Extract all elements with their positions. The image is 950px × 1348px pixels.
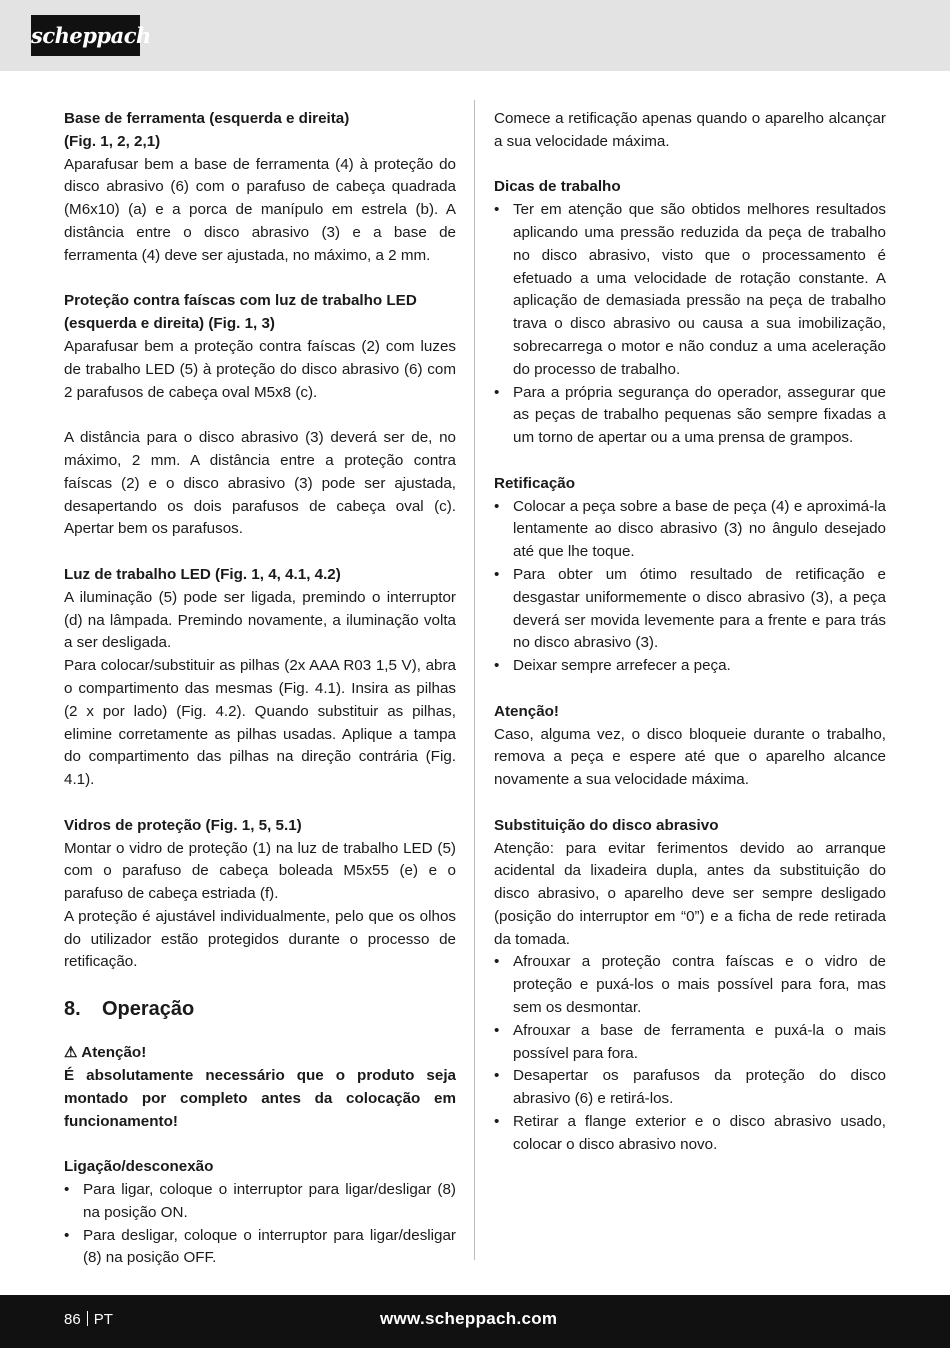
warning-triangle-icon: ⚠ [64, 1044, 78, 1062]
spark-guard-heading: Proteção contra faíscas com luz de trabalho LED [64, 292, 417, 310]
tool-base-heading-fig: (Fig. 1, 2, 2,1) [64, 132, 161, 150]
bullet-icon: • [494, 1113, 500, 1131]
list-item: • Afrouxar a base de ferramenta e puxá-la o mais possível para fora. [494, 1021, 886, 1062]
bullet-icon: • [64, 1226, 70, 1244]
language-code: PT [93, 1311, 113, 1328]
bullet-icon: • [64, 1181, 70, 1199]
page-header [0, 0, 950, 71]
intro-text: Comece a retificação apenas quando o aparelho alcançar a sua velocidade máxima. [494, 110, 886, 150]
disc-replacement-text: Atenção: para evitar ferimentos devido ao arranque acidental da lixadeira dupla, antes da substituição do disco abrasivo, o aparelho deve ser sempre desligado (posição do interruptor em “0”) e a ficha de rede retirada da tomada. [494, 839, 886, 948]
tool-base-text: Aparafusar bem a base de ferramenta (4) à proteção do disco abrasivo (6) com o parafuso de cabeça quadrada (M6x10) (a) e a porca de manípulo em estrela (b). A distância entre o disco abrasivo (3) e a base de ferramenta (4) deve ser ajustada, no máximo, a 2 mm. [64, 155, 456, 264]
led-light-heading: Luz de trabalho LED (Fig. 1, 4, 4.1, 4.2) [64, 565, 341, 583]
column-divider [474, 100, 475, 1260]
warning-title: Atenção! [81, 1044, 147, 1062]
led-light-text-2: Para colocar/substituir as pilhas (2x AAA R03 1,5 V), abra o compartimento das mesmas (Fig. 4.1). Insira as pilhas (2 x por lado) (Fig. 4.2). Quando substituir as pilhas, elimine corretamente as pilhas usadas. Aplique a tampa do compartimento das pilhas na direção contrária (Fig. 4.1). [64, 657, 456, 789]
warning-text: É absolutamente necessário que o produto seja montado por completo antes da colocação em funcionamento! [64, 1067, 456, 1130]
disc-replacement-list [494, 951, 886, 1156]
list-item: • Ter em atenção que são obtidos melhores resultados aplicando uma pressão reduzida da peça de trabalho no disco abrasivo, visto que o processamento é efetuado a uma velocidade de rotação constante. A aplicação de demasiada pressão na peça de trabalho trava o disco abrasivo ou causa a sua imobilização, sobrecarrega o motor e não conduz a uma aceleração do processo de trabalho. [494, 201, 886, 378]
attention-text: Caso, alguma vez, o disco bloqueie durante o trabalho, remova a peça e espere até que o aparelho alcance novamente a sua velocidade máxima. [494, 725, 886, 789]
work-tips-heading: Dicas de trabalho [494, 178, 621, 196]
brand-logo: scheppach [31, 15, 140, 56]
left-column [64, 108, 456, 1270]
page-number: 86 [64, 1311, 81, 1328]
spark-guard-heading-fig: (esquerda e direita) (Fig. 1, 3) [64, 315, 275, 333]
list-item: • Para a própria segurança do operador, assegurar que as peças de trabalho pequenas são sempre fixadas a um torno de apertar ou a uma prensa de grampos. [494, 383, 886, 447]
list-item: • Para desligar, coloque o interruptor para ligar/desligar (8) na posição OFF. [64, 1226, 456, 1267]
bullet-icon: • [494, 1067, 500, 1085]
page-separator [87, 1311, 88, 1326]
grinding-list [494, 496, 886, 678]
list-item: • Para ligar, coloque o interruptor para ligar/desligar (8) na posição ON. [64, 1181, 456, 1221]
bullet-icon: • [494, 201, 500, 219]
disc-replacement-heading: Substituição do disco abrasivo [494, 816, 719, 834]
section-heading [64, 996, 456, 1022]
website-link[interactable]: www.scheppach.com [380, 1309, 558, 1328]
eye-shield-text-1: Montar o vidro de proteção (1) na luz de trabalho LED (5) com o parafuso de cabeça boleada M5x55 (e) e o parafuso de cabeça estriada (f). [64, 839, 456, 903]
power-list [64, 1179, 456, 1270]
page-indicator [64, 1310, 113, 1330]
warning-heading [64, 1042, 456, 1065]
right-column [494, 108, 886, 1157]
bullet-icon: • [494, 383, 500, 401]
bullet-icon: • [494, 565, 500, 583]
bullet-icon: • [494, 953, 500, 971]
bullet-icon: • [494, 657, 500, 675]
list-item: • Desapertar os parafusos da proteção do disco abrasivo (6) e retirá-los. [494, 1067, 886, 1108]
work-tips-list [494, 199, 886, 450]
spark-guard-text-2: A distância para o disco abrasivo (3) deverá ser de, no máximo, 2 mm. A distância entre a proteção contra faíscas (2) e o disco abrasivo (3) pode ser ajustada, desapertando os dois parafusos de cabeça oval (c). Apertar bem os parafusos. [64, 429, 456, 538]
section-title: Operação [102, 998, 195, 1021]
list-item: • Deixar sempre arrefecer a peça. [494, 655, 886, 678]
section-number: 8. [64, 998, 81, 1021]
list-item: • Afrouxar a proteção contra faíscas e o vidro de proteção e puxá-los o mais possível para fora, mas sem os desmontar. [494, 953, 886, 1017]
tool-base-heading: Base de ferramenta (esquerda e direita) [64, 110, 350, 127]
bullet-icon: • [494, 497, 500, 515]
list-item: • Para obter um ótimo resultado de retificação e desgastar uniformemente o disco abrasivo (3), a peça deverá ser movida levemente para a frente e para trás no disco abrasivo (3). [494, 565, 886, 652]
attention-heading: Atenção! [494, 702, 559, 720]
list-item: • Retirar a flange exterior e o disco abrasivo usado, colocar o disco abrasivo novo. [494, 1113, 886, 1153]
led-light-text-1: A iluminação (5) pode ser ligada, premindo o interruptor (d) na lâmpada. Premindo novamente, a iluminação volta a ser desligada. [64, 588, 456, 652]
grinding-heading: Retificação [494, 474, 576, 492]
eye-shield-text-2: A proteção é ajustável individualmente, pelo que os olhos do utilizador estão protegidos durante o processo de retificação. [64, 907, 456, 971]
spark-guard-text-1: Aparafusar bem a proteção contra faíscas (2) com luzes de trabalho LED (5) à proteção do disco abrasivo (6) com 2 parafusos de cabeça oval M5x8 (c). [64, 337, 456, 401]
list-item: • Colocar a peça sobre a base de peça (4) e aproximá-la lentamente ao disco abrasivo (3) no ângulo desejado até que lhe toque. [494, 497, 886, 561]
power-heading: Ligação/desconexão [64, 1158, 214, 1176]
bullet-icon: • [494, 1021, 500, 1039]
eye-shield-heading: Vidros de proteção (Fig. 1, 5, 5.1) [64, 816, 302, 834]
page-footer [0, 1295, 950, 1348]
